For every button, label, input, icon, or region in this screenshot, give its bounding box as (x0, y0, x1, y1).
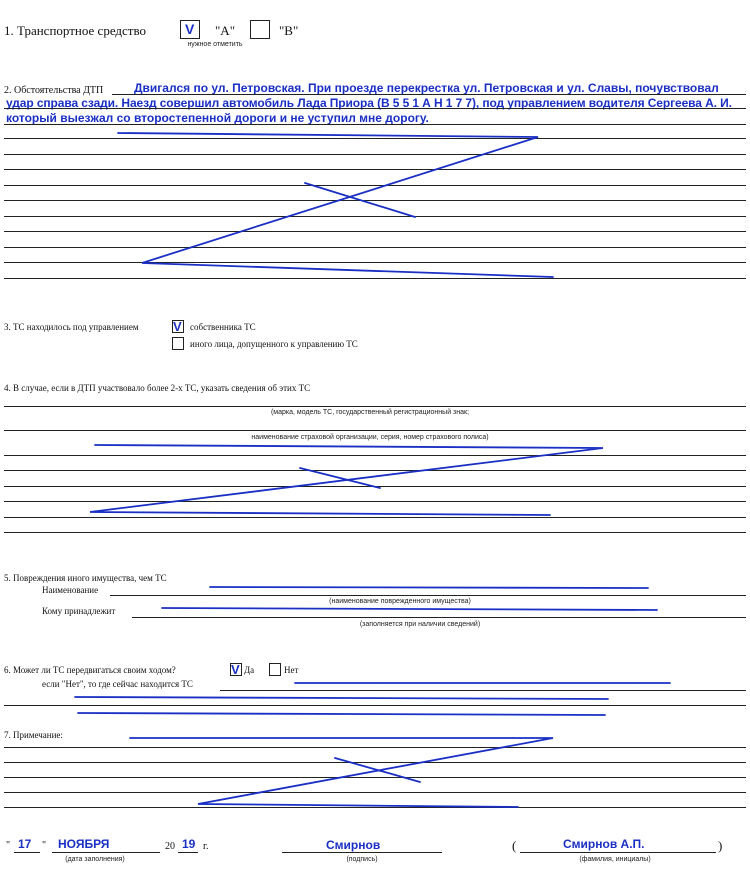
strike-line-location-3 (78, 713, 605, 715)
section6-label: 6. Может ли ТС передвигаться своим ходом? (4, 665, 176, 675)
paren-open: ( (512, 838, 517, 853)
section1-hint: нужное отметить (187, 41, 243, 48)
name-caption: (фамилия, инициалы) (579, 856, 651, 863)
vehicle-location-label: если "Нет", то где сейчас находится ТС (42, 679, 193, 689)
check-mark-owner: V (173, 319, 182, 334)
quote-close: " (42, 840, 47, 851)
section1-label: 1. Транспортное средство (4, 23, 147, 38)
fill-day: 17 (18, 837, 32, 851)
strike-line-damage-name (210, 587, 648, 588)
no-label: Нет (284, 665, 299, 675)
signature-caption: (подпись) (346, 856, 378, 863)
strike-x-section7 (335, 758, 420, 782)
fill-year: 19 (182, 837, 196, 851)
strike-x-section2 (305, 183, 415, 217)
section7-label: 7. Примечание: (4, 730, 63, 740)
section2-label: 2. Обстоятельства ДТП (4, 85, 104, 96)
circumstances-line-1: Двигался по ул. Петровская. При проезде перекрестка ул. Петровская и ул. Славы, почувствовал (134, 81, 719, 95)
strike-z-section2 (118, 133, 553, 277)
date-caption: (дата заполнения) (65, 856, 125, 863)
option-owner-label: собственника ТС (190, 322, 256, 332)
section3-label: 3. ТС находилось под управлением (4, 322, 139, 332)
circumstances-line-2: удар справа сзади. Наезд совершил автомобиль Лада Приора (В 5 5 1 А Н 1 7 7), под управлением водителя Сергеева А. И. (6, 96, 732, 110)
strike-z-section7 (130, 738, 553, 807)
section4-caption-2: наименование страховой организации, серия, номер страхового полиса) (251, 434, 489, 441)
quote-open: " (6, 840, 11, 851)
strike-line-damage-owner (162, 608, 657, 610)
circumstances-line-3: который выезжал со второстепенной дороги и не уступил мне дорогу. (6, 111, 429, 125)
check-mark-a: V (185, 21, 195, 37)
fill-name: Смирнов А.П. (563, 837, 645, 851)
paren-close: ) (718, 838, 723, 853)
option-a-label: "А" (215, 23, 236, 38)
check-mark-yes: V (231, 662, 240, 677)
damage-owner-caption: (заполняется при наличии сведений) (359, 621, 481, 628)
damage-name-label: Наименование (42, 585, 99, 595)
section4-label: 4. В случае, если в ДТП участвовало более 2-х ТС, указать сведения об этих ТС (4, 383, 311, 393)
year-prefix: 20 (165, 841, 175, 852)
strike-line-location-2 (75, 697, 608, 699)
fill-month: НОЯБРЯ (58, 837, 110, 851)
yes-label: Да (244, 665, 255, 675)
option-b-label: "В" (279, 23, 299, 38)
section4-caption-1: (марка, модель ТС, государственный регистрационный знак; (270, 409, 470, 416)
damage-owner-label: Кому принадлежит (42, 606, 116, 616)
year-suffix: г. (203, 841, 209, 852)
fill-signature: Смирнов (326, 838, 381, 852)
option-other-driver-label: иного лица, допущенного к управлению ТС (190, 339, 358, 349)
damage-name-caption: (наименование поврежденного имущества) (329, 598, 471, 605)
section5-label: 5. Повреждения иного имущества, чем ТС (4, 573, 167, 583)
